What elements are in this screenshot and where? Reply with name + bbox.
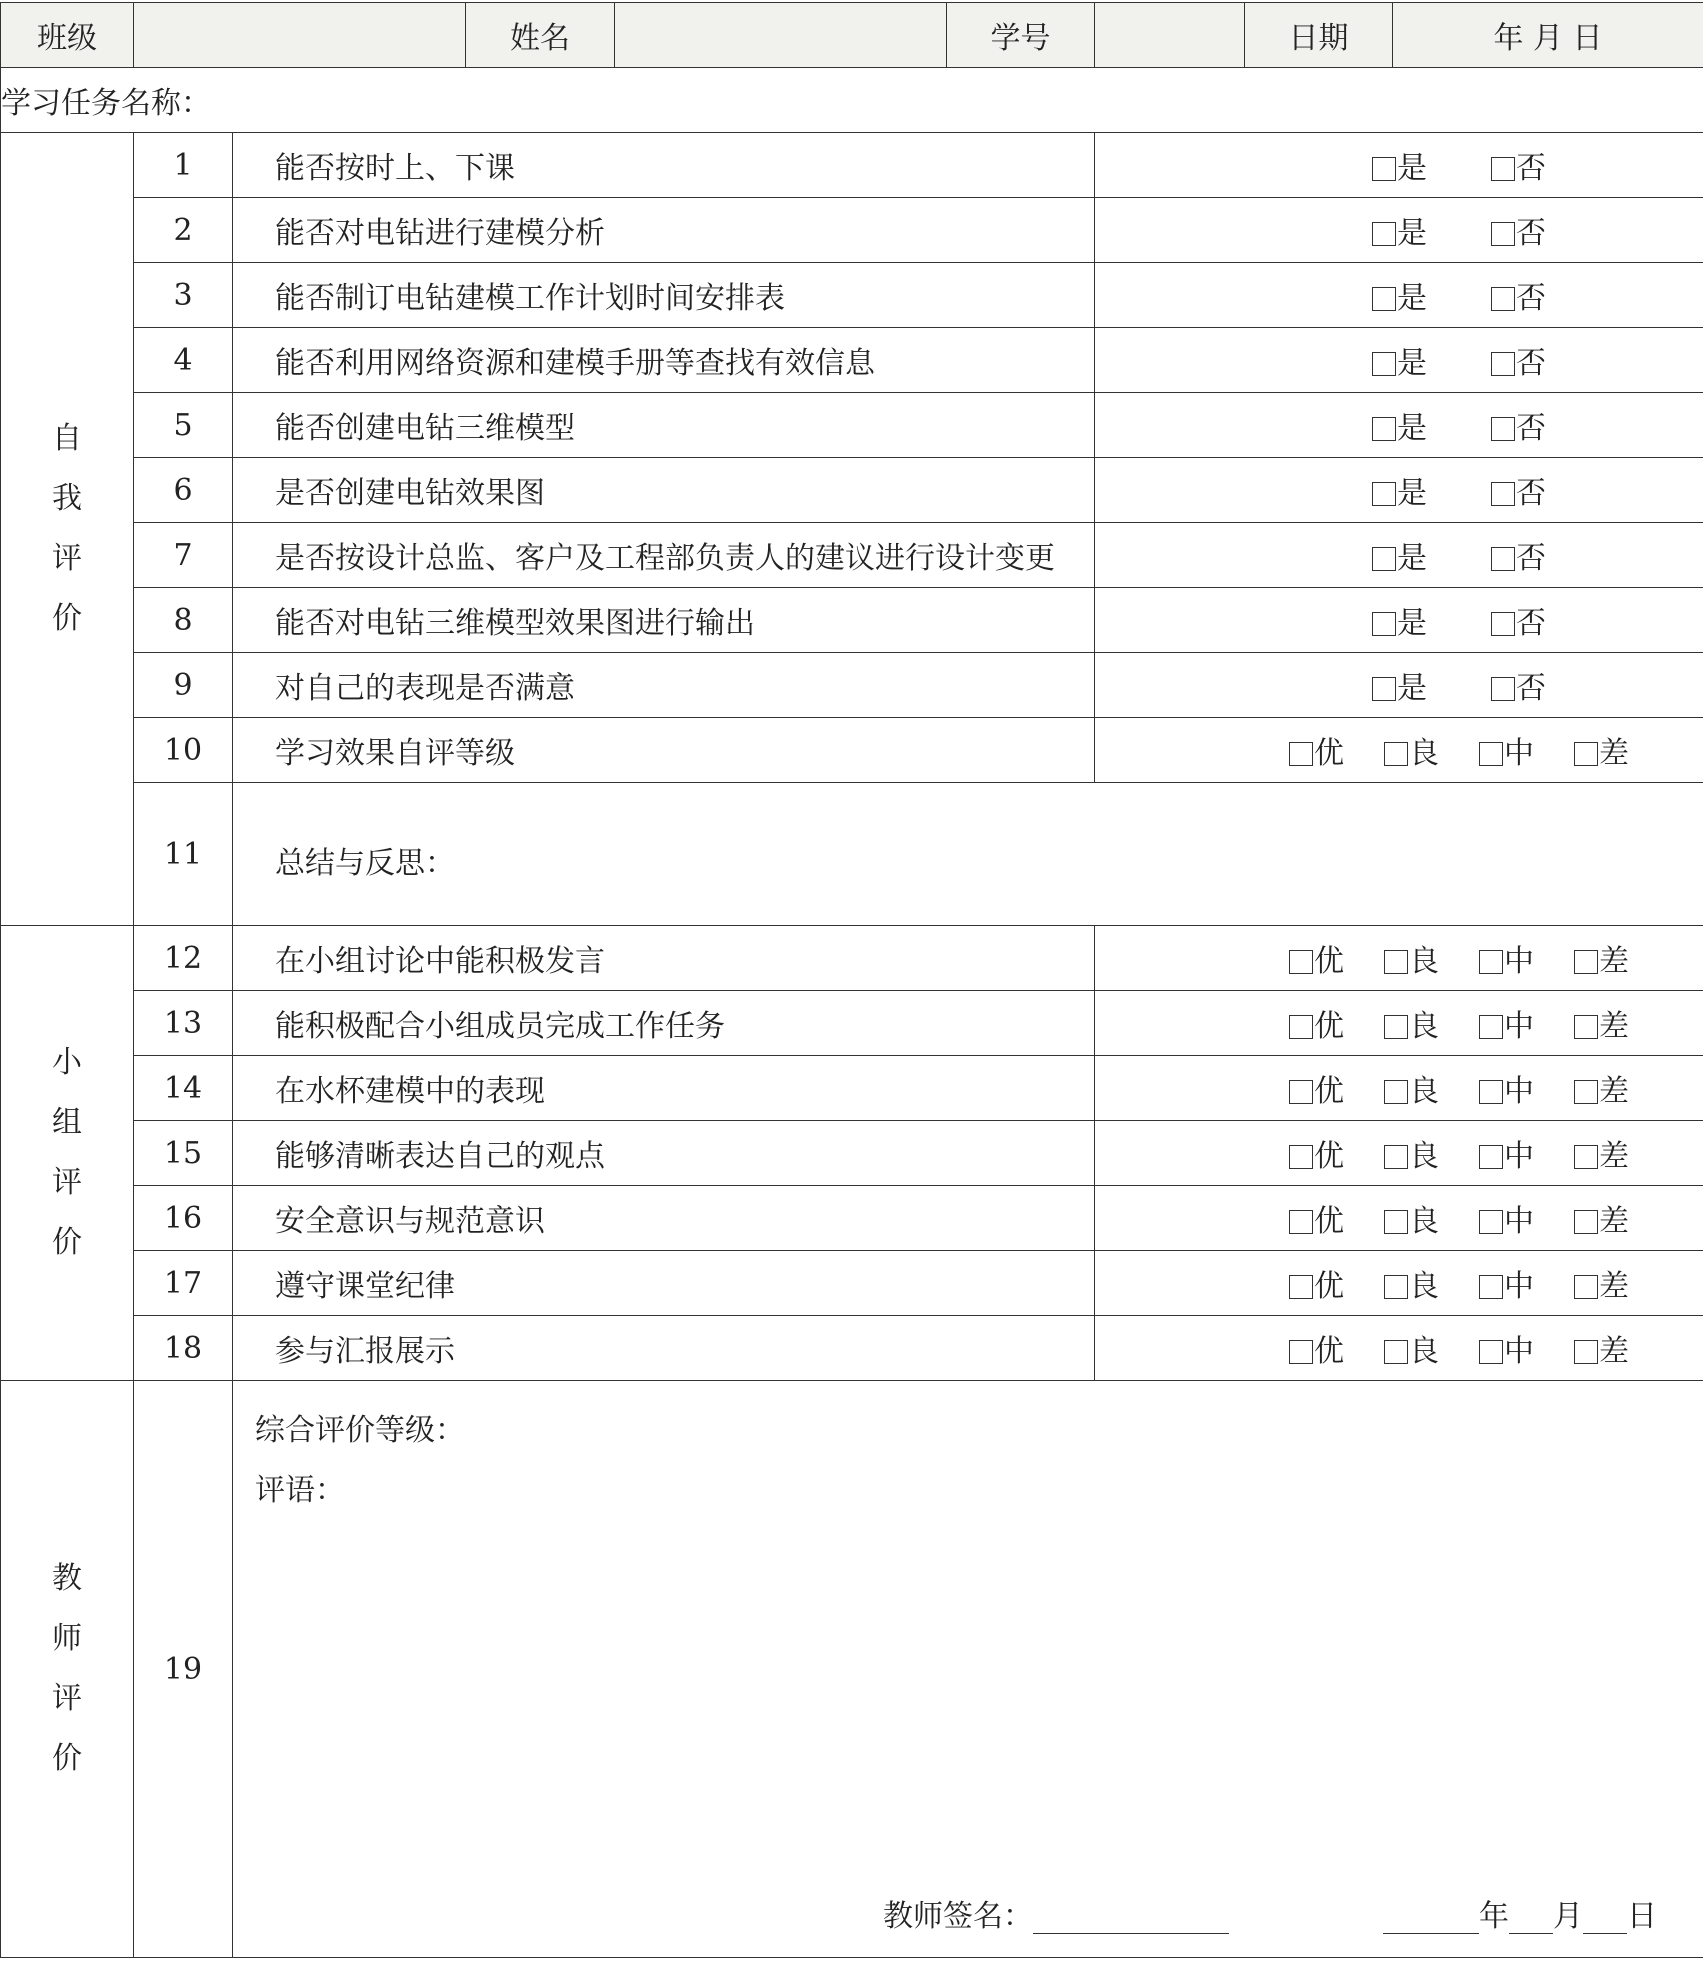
option-checkbox[interactable]: [1491, 208, 1546, 252]
checkbox-square-icon[interactable]: [1372, 287, 1396, 311]
year-label: 年: [1479, 1899, 1509, 1934]
option-label: 优: [1314, 1074, 1344, 1109]
item-number: 16: [134, 1186, 233, 1251]
category-char: 评: [52, 541, 82, 576]
checkbox-square-icon[interactable]: [1574, 1145, 1598, 1169]
checkbox-square-icon[interactable]: [1479, 1275, 1503, 1299]
item-number: 6: [134, 458, 233, 523]
option-checkbox[interactable]: [1574, 1066, 1629, 1110]
signature-label: 教师签名：: [883, 1899, 1033, 1934]
task-name-row: [1, 68, 1703, 133]
category-char: 小: [52, 1045, 82, 1080]
item-criterion: 是否按设计总监、客户及工程部负责人的建议进行设计变更: [233, 523, 1095, 588]
option-label: 差: [1599, 1139, 1629, 1174]
checkbox-square-icon[interactable]: [1574, 1210, 1598, 1234]
checkbox-square-icon[interactable]: [1384, 1275, 1408, 1299]
option-label: 优: [1314, 1139, 1344, 1174]
option-checkbox[interactable]: [1574, 936, 1629, 980]
option-label: 差: [1599, 1204, 1629, 1239]
option-checkbox[interactable]: [1384, 936, 1439, 980]
item-criterion: 能否利用网络资源和建模手册等查找有效信息: [233, 328, 1095, 393]
date-field[interactable]: 年 月 日: [1393, 3, 1703, 68]
item-number: 15: [134, 1121, 233, 1186]
day-blank[interactable]: [1583, 1903, 1627, 1934]
item-number: 2: [134, 198, 233, 263]
option-checkbox[interactable]: [1289, 1196, 1344, 1240]
year-blank[interactable]: [1383, 1903, 1479, 1934]
checkbox-square-icon[interactable]: [1574, 950, 1598, 974]
checkbox-square-icon[interactable]: [1289, 1145, 1313, 1169]
item-criterion: 能否按时上、下课: [233, 133, 1095, 198]
option-label: 差: [1599, 1269, 1629, 1304]
item-number: 5: [134, 393, 233, 458]
teacher-signature: [883, 1891, 1229, 1935]
option-checkbox[interactable]: [1384, 1066, 1439, 1110]
summary-reflection-field[interactable]: 总结与反思：: [233, 783, 1703, 926]
option-label: 优: [1314, 1269, 1344, 1304]
checkbox-square-icon[interactable]: [1289, 950, 1313, 974]
option-label: 否: [1516, 541, 1546, 576]
eval-item-row: [1, 718, 1703, 783]
checkbox-square-icon[interactable]: [1372, 352, 1396, 376]
checkbox-square-icon[interactable]: [1491, 157, 1515, 181]
option-checkbox[interactable]: [1491, 598, 1546, 642]
option-checkbox[interactable]: [1479, 1131, 1534, 1175]
eval-item-row: [1, 1186, 1703, 1251]
option-checkbox[interactable]: [1479, 728, 1534, 772]
option-label: 是: [1397, 151, 1427, 186]
option-checkbox[interactable]: [1479, 936, 1534, 980]
option-label: 中: [1504, 1269, 1534, 1304]
option-checkbox[interactable]: [1384, 1261, 1439, 1305]
option-checkbox[interactable]: [1289, 1001, 1344, 1045]
item-number: 1: [134, 133, 233, 198]
checkbox-square-icon[interactable]: [1479, 1015, 1503, 1039]
eval-item-row: [1, 1251, 1703, 1316]
checkbox-square-icon[interactable]: [1372, 417, 1396, 441]
option-label: 优: [1314, 1334, 1344, 1369]
item-options: [1095, 1186, 1703, 1251]
item-options: [1095, 588, 1703, 653]
checkbox-square-icon[interactable]: [1372, 222, 1396, 246]
option-label: 是: [1397, 671, 1427, 706]
eval-item-row: [1, 198, 1703, 263]
checkbox-square-icon[interactable]: [1372, 677, 1396, 701]
item-number: 11: [134, 783, 233, 926]
item-criterion: 能否创建电钻三维模型: [233, 393, 1095, 458]
checkbox-square-icon[interactable]: [1384, 1080, 1408, 1104]
eval-item-row: [1, 393, 1703, 458]
eval-item-row: [1, 133, 1703, 198]
teacher-comment-area[interactable]: [233, 1381, 1703, 1958]
eval-item-row: [1, 263, 1703, 328]
option-checkbox[interactable]: [1372, 273, 1427, 317]
option-checkbox[interactable]: [1491, 143, 1546, 187]
checkbox-square-icon[interactable]: [1384, 742, 1408, 766]
teacher-eval-category: [1, 1381, 134, 1958]
checkbox-square-icon[interactable]: [1289, 1015, 1313, 1039]
checkbox-square-icon[interactable]: [1372, 482, 1396, 506]
checkbox-square-icon[interactable]: [1479, 1210, 1503, 1234]
item-criterion: 在水杯建模中的表现: [233, 1056, 1095, 1121]
self-eval-category: [1, 133, 134, 926]
option-checkbox[interactable]: [1491, 663, 1546, 707]
item-number: 3: [134, 263, 233, 328]
option-checkbox[interactable]: [1479, 1326, 1534, 1370]
teacher-eval-row: [1, 1381, 1703, 1958]
option-label: 中: [1504, 1074, 1534, 1109]
checkbox-square-icon[interactable]: [1491, 222, 1515, 246]
option-label: 否: [1516, 281, 1546, 316]
item-options: [1095, 458, 1703, 523]
eval-item-row: [1, 1121, 1703, 1186]
checkbox-square-icon[interactable]: [1574, 1275, 1598, 1299]
student-id-label: 学号: [947, 3, 1095, 68]
option-label: 否: [1516, 671, 1546, 706]
option-label: 良: [1409, 1269, 1439, 1304]
option-checkbox[interactable]: [1574, 1001, 1629, 1045]
checkbox-square-icon[interactable]: [1491, 547, 1515, 571]
option-label: 差: [1599, 736, 1629, 771]
option-label: 良: [1409, 1074, 1439, 1109]
option-checkbox[interactable]: [1372, 468, 1427, 512]
option-label: 否: [1516, 476, 1546, 511]
eval-item-row: [1, 991, 1703, 1056]
class-field[interactable]: [134, 3, 466, 68]
option-checkbox[interactable]: [1574, 1196, 1629, 1240]
option-label: 中: [1504, 736, 1534, 771]
option-label: 差: [1599, 944, 1629, 979]
checkbox-square-icon[interactable]: [1372, 612, 1396, 636]
item-options: [1095, 653, 1703, 718]
category-char: 价: [52, 601, 82, 636]
checkbox-square-icon[interactable]: [1574, 1080, 1598, 1104]
option-label: 是: [1397, 281, 1427, 316]
checkbox-square-icon[interactable]: [1574, 742, 1598, 766]
option-checkbox[interactable]: [1384, 1326, 1439, 1370]
option-checkbox[interactable]: [1479, 1001, 1534, 1045]
option-checkbox[interactable]: [1289, 1066, 1344, 1110]
item-options: [1095, 991, 1703, 1056]
month-blank[interactable]: [1509, 1903, 1553, 1934]
checkbox-square-icon[interactable]: [1289, 742, 1313, 766]
option-checkbox[interactable]: [1479, 1196, 1534, 1240]
category-char: 价: [52, 1741, 82, 1776]
checkbox-square-icon[interactable]: [1289, 1210, 1313, 1234]
option-checkbox[interactable]: [1384, 1196, 1439, 1240]
option-checkbox[interactable]: [1372, 403, 1427, 447]
checkbox-square-icon[interactable]: [1574, 1015, 1598, 1039]
option-checkbox[interactable]: [1289, 1261, 1344, 1305]
item-criterion: 能否制订电钻建模工作计划时间安排表: [233, 263, 1095, 328]
class-label: 班级: [1, 3, 134, 68]
checkbox-square-icon[interactable]: [1491, 677, 1515, 701]
category-char: 价: [52, 1225, 82, 1260]
item-number: 12: [134, 926, 233, 991]
option-label: 良: [1409, 1204, 1439, 1239]
option-label: 差: [1599, 1074, 1629, 1109]
overall-grade-label: 综合评价等级：: [255, 1413, 465, 1448]
teacher-comment-content: [233, 1381, 1703, 1957]
option-checkbox[interactable]: [1384, 728, 1439, 772]
option-label: 中: [1504, 1204, 1534, 1239]
option-checkbox[interactable]: [1491, 403, 1546, 447]
option-checkbox[interactable]: [1289, 936, 1344, 980]
option-label: 否: [1516, 216, 1546, 251]
month-label: 月: [1553, 1899, 1583, 1934]
item-criterion: 能够清晰表达自己的观点: [233, 1121, 1095, 1186]
item-number: 4: [134, 328, 233, 393]
option-label: 良: [1409, 736, 1439, 771]
checkbox-square-icon[interactable]: [1384, 950, 1408, 974]
option-checkbox[interactable]: [1289, 728, 1344, 772]
item-options: [1095, 263, 1703, 328]
option-label: 优: [1314, 736, 1344, 771]
eval-item-row: [1, 328, 1703, 393]
option-label: 中: [1504, 1009, 1534, 1044]
item-number: 14: [134, 1056, 233, 1121]
option-label: 是: [1397, 346, 1427, 381]
checkbox-square-icon[interactable]: [1479, 1145, 1503, 1169]
checkbox-square-icon[interactable]: [1384, 1340, 1408, 1364]
option-label: 是: [1397, 606, 1427, 641]
option-label: 否: [1516, 606, 1546, 641]
checkbox-square-icon[interactable]: [1372, 547, 1396, 571]
summary-row: [1, 783, 1703, 926]
option-label: 良: [1409, 1139, 1439, 1174]
eval-item-row: [1, 458, 1703, 523]
checkbox-square-icon[interactable]: [1491, 612, 1515, 636]
item-options: [1095, 133, 1703, 198]
student-id-field[interactable]: [1095, 3, 1245, 68]
header-row: [1, 3, 1703, 68]
item-criterion: 参与汇报展示: [233, 1316, 1095, 1381]
group-eval-category: [1, 926, 134, 1381]
category-char: 教: [52, 1561, 82, 1596]
option-checkbox[interactable]: [1372, 143, 1427, 187]
option-checkbox[interactable]: [1289, 1326, 1344, 1370]
option-checkbox[interactable]: [1491, 533, 1546, 577]
checkbox-square-icon[interactable]: [1479, 1080, 1503, 1104]
checkbox-square-icon[interactable]: [1491, 287, 1515, 311]
option-checkbox[interactable]: [1372, 208, 1427, 252]
category-char: 自: [52, 421, 82, 456]
option-label: 是: [1397, 216, 1427, 251]
checkbox-square-icon[interactable]: [1384, 1210, 1408, 1234]
item-criterion: 能否对电钻三维模型效果图进行输出: [233, 588, 1095, 653]
option-label: 优: [1314, 1009, 1344, 1044]
item-criterion: 遵守课堂纪律: [233, 1251, 1095, 1316]
option-checkbox[interactable]: [1574, 1261, 1629, 1305]
item-criterion: 能积极配合小组成员完成工作任务: [233, 991, 1095, 1056]
option-label: 差: [1599, 1009, 1629, 1044]
item-options: [1095, 1056, 1703, 1121]
item-options: [1095, 328, 1703, 393]
option-label: 中: [1504, 1334, 1534, 1369]
item-number: 7: [134, 523, 233, 588]
item-number: 8: [134, 588, 233, 653]
item-criterion: 对自己的表现是否满意: [233, 653, 1095, 718]
option-label: 优: [1314, 944, 1344, 979]
eval-item-row: [1, 1056, 1703, 1121]
option-checkbox[interactable]: [1372, 338, 1427, 382]
item-criterion: 安全意识与规范意识: [233, 1186, 1095, 1251]
option-checkbox[interactable]: [1479, 1066, 1534, 1110]
eval-item-row: [1, 1316, 1703, 1381]
option-label: 中: [1504, 1139, 1534, 1174]
option-label: 否: [1516, 411, 1546, 446]
checkbox-square-icon[interactable]: [1372, 157, 1396, 181]
item-criterion: 学习效果自评等级: [233, 718, 1095, 783]
option-label: 否: [1516, 346, 1546, 381]
date-label: 日期: [1245, 3, 1393, 68]
option-label: 是: [1397, 411, 1427, 446]
category-char: 评: [52, 1165, 82, 1200]
category-char: 师: [52, 1621, 82, 1656]
checkbox-square-icon[interactable]: [1574, 1340, 1598, 1364]
option-label: 是: [1397, 541, 1427, 576]
option-label: 否: [1516, 151, 1546, 186]
item-options: [1095, 926, 1703, 991]
option-label: 中: [1504, 944, 1534, 979]
checkbox-square-icon[interactable]: [1479, 950, 1503, 974]
item-options: [1095, 198, 1703, 263]
checkbox-square-icon[interactable]: [1384, 1015, 1408, 1039]
eval-item-row: [1, 653, 1703, 718]
task-name-field[interactable]: 学习任务名称：: [1, 68, 1703, 133]
option-checkbox[interactable]: [1479, 1261, 1534, 1305]
item-number: 17: [134, 1251, 233, 1316]
evaluation-table: [0, 2, 1703, 1958]
item-criterion: 能否对电钻进行建模分析: [233, 198, 1095, 263]
eval-item-row: [1, 588, 1703, 653]
comment-label: 评语：: [255, 1473, 345, 1508]
item-options: [1095, 1316, 1703, 1381]
item-number: 13: [134, 991, 233, 1056]
checkbox-square-icon[interactable]: [1491, 352, 1515, 376]
option-label: 良: [1409, 1009, 1439, 1044]
eval-item-row: [1, 926, 1703, 991]
checkbox-square-icon[interactable]: [1491, 482, 1515, 506]
option-label: 是: [1397, 476, 1427, 511]
category-char: 评: [52, 1681, 82, 1716]
checkbox-square-icon[interactable]: [1289, 1275, 1313, 1299]
item-number: 18: [134, 1316, 233, 1381]
option-label: 良: [1409, 1334, 1439, 1369]
option-checkbox[interactable]: [1491, 468, 1546, 512]
signature-blank[interactable]: [1033, 1903, 1229, 1934]
item-options: [1095, 718, 1703, 783]
eval-item-row: [1, 523, 1703, 588]
teacher-date: [1383, 1891, 1657, 1935]
checkbox-square-icon[interactable]: [1289, 1340, 1313, 1364]
option-checkbox[interactable]: [1491, 273, 1546, 317]
checkbox-square-icon[interactable]: [1384, 1145, 1408, 1169]
option-checkbox[interactable]: [1574, 1326, 1629, 1370]
item-criterion: 在小组讨论中能积极发言: [233, 926, 1095, 991]
category-char: 我: [52, 481, 82, 516]
checkbox-square-icon[interactable]: [1479, 1340, 1503, 1364]
option-label: 良: [1409, 944, 1439, 979]
item-number: 19: [134, 1381, 233, 1958]
option-label: 优: [1314, 1204, 1344, 1239]
item-options: [1095, 1251, 1703, 1316]
item-number: 10: [134, 718, 233, 783]
item-number: 9: [134, 653, 233, 718]
option-checkbox[interactable]: [1574, 1131, 1629, 1175]
option-checkbox[interactable]: [1384, 1001, 1439, 1045]
option-checkbox[interactable]: [1372, 663, 1427, 707]
name-label: 姓名: [466, 3, 615, 68]
category-char: 组: [52, 1105, 82, 1140]
option-label: 差: [1599, 1334, 1629, 1369]
option-checkbox[interactable]: [1372, 598, 1427, 642]
item-options: [1095, 1121, 1703, 1186]
item-options: [1095, 523, 1703, 588]
checkbox-square-icon[interactable]: [1479, 742, 1503, 766]
item-options: [1095, 393, 1703, 458]
option-checkbox[interactable]: [1574, 728, 1629, 772]
option-checkbox[interactable]: [1384, 1131, 1439, 1175]
day-label: 日: [1627, 1899, 1657, 1934]
checkbox-square-icon[interactable]: [1289, 1080, 1313, 1104]
option-checkbox[interactable]: [1289, 1131, 1344, 1175]
name-field[interactable]: [615, 3, 947, 68]
checkbox-square-icon[interactable]: [1491, 417, 1515, 441]
option-checkbox[interactable]: [1491, 338, 1546, 382]
item-criterion: 是否创建电钻效果图: [233, 458, 1095, 523]
option-checkbox[interactable]: [1372, 533, 1427, 577]
